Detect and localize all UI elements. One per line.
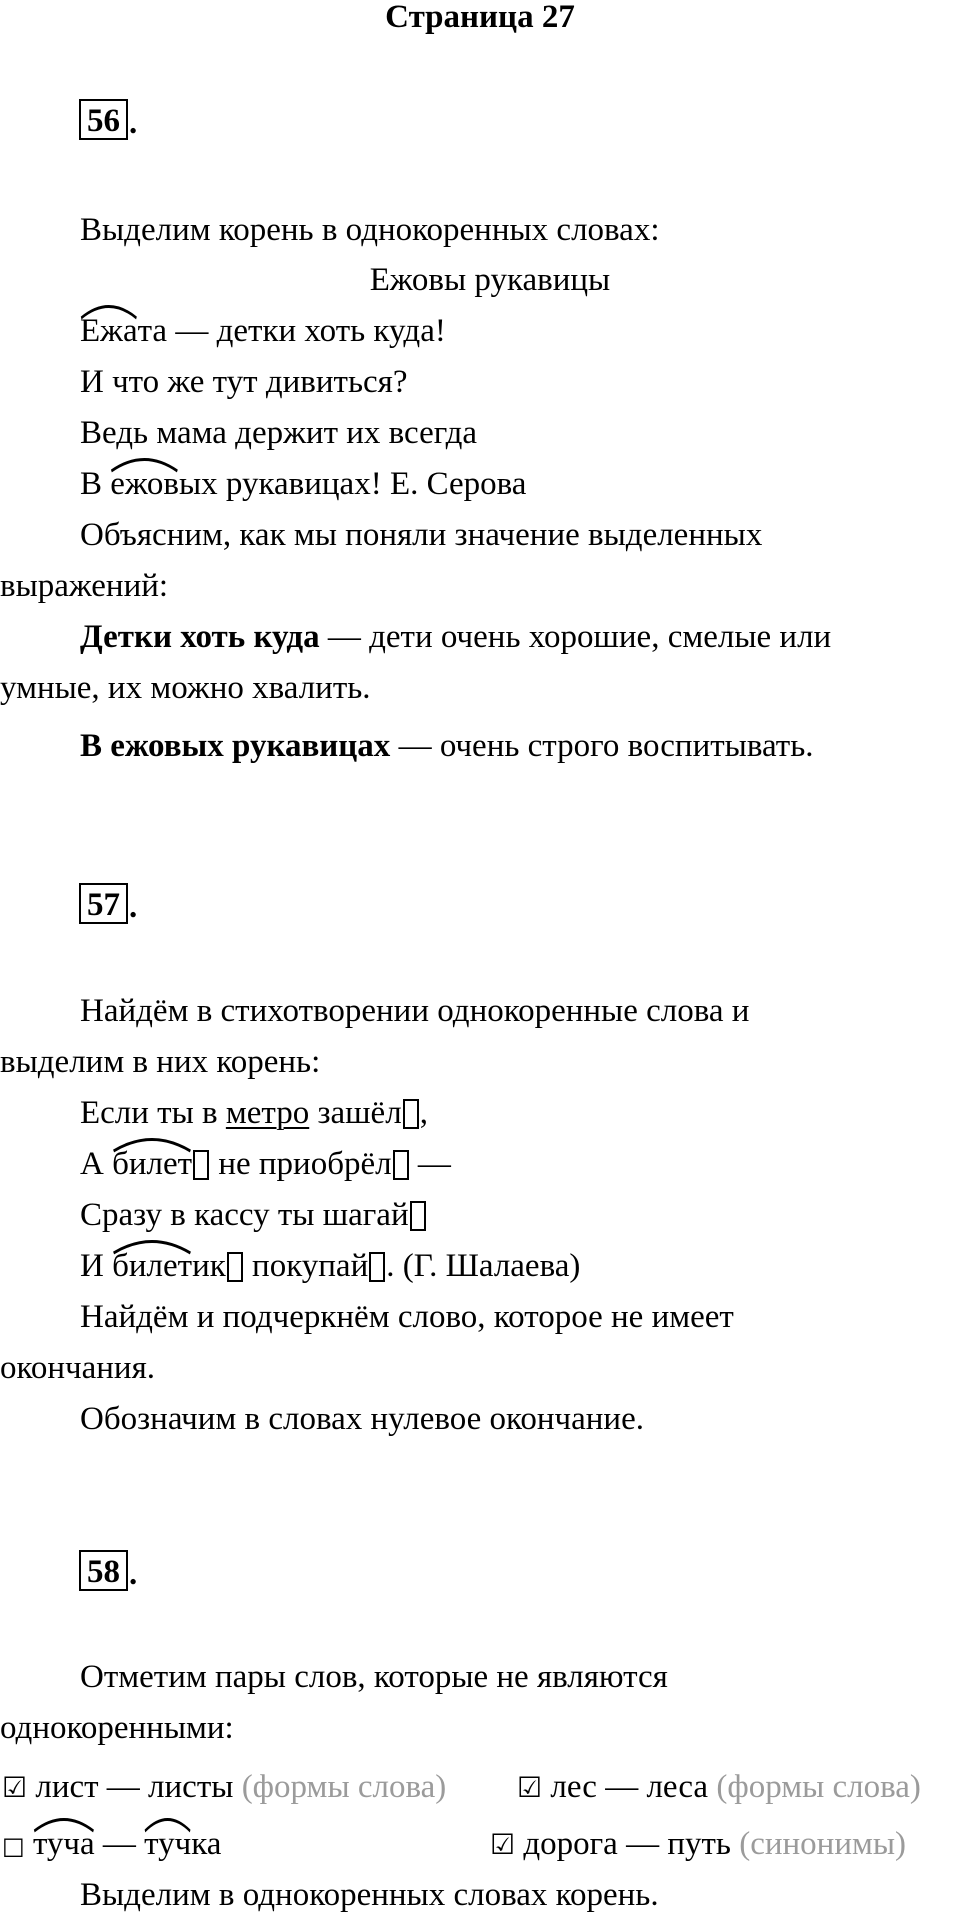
- poem-line-1: Ежата — детки хоть куда!: [80, 313, 446, 349]
- task-number-box: 58: [79, 1550, 128, 1591]
- root-arc-icon: [80, 303, 138, 319]
- root-marked-word: ежов: [110, 466, 179, 502]
- zero-ending-box: [393, 1150, 409, 1180]
- task-56-number: 56 .: [79, 100, 137, 140]
- poem-line-3: Ведь мама держит их всегда: [80, 415, 478, 451]
- root-arc-icon: [110, 456, 179, 472]
- explain-line-1: Объясним, как мы поняли значение выделенных: [80, 517, 763, 553]
- verse-line-2: А билет не приобрёл —: [80, 1146, 451, 1182]
- zero-ending-box: [227, 1252, 243, 1282]
- pair-note: (формы слова): [241, 1769, 447, 1805]
- word-pair-3: □ туча — тучка: [2, 1826, 221, 1864]
- poem-line-2: И что же тут дивиться?: [80, 364, 408, 400]
- pair-note: (синонимы): [739, 1826, 907, 1862]
- verse-line-1: Если ты в метро зашёл ,: [80, 1095, 428, 1131]
- definition-term: Детки хоть куда: [80, 619, 320, 655]
- task-58-intro-2: однокоренными:: [0, 1710, 234, 1746]
- empty-box-icon: □: [2, 1832, 25, 1860]
- checked-box-icon: ☑: [517, 1771, 543, 1804]
- zero-ending-box: [193, 1150, 209, 1180]
- task-57-intro-2: выделим в них корень:: [0, 1044, 321, 1080]
- task-58-intro-1: Отметим пары слов, которые не являются: [80, 1659, 668, 1695]
- pair-note: (формы слова): [716, 1769, 921, 1805]
- task-56-intro: Выделим корень в однокоренных словах:: [80, 212, 660, 248]
- word-pair-4: ☑ дорога — путь (синонимы): [490, 1826, 907, 1862]
- root-marked-word: туч: [144, 1826, 191, 1862]
- verse-line-3: Сразу в кассу ты шагай: [80, 1197, 427, 1233]
- root-marked-word: Ежа: [80, 313, 138, 349]
- task-57-intro-1: Найдём в стихотворении однокоренные слова и: [80, 993, 750, 1029]
- mark-line: Обозначим в словах нулевое окончание.: [80, 1401, 644, 1437]
- page-title: Страница 27: [385, 0, 575, 35]
- root-arc-icon: [112, 1238, 192, 1254]
- word-pair-1: ☑ лист — листы (формы слова): [2, 1769, 447, 1805]
- definition-term: В ежовых рукавицах: [80, 728, 391, 764]
- task-58-number: 58 .: [79, 1551, 137, 1591]
- explain-line-2: выражений:: [0, 568, 169, 604]
- root-marked-word: билет: [112, 1146, 192, 1182]
- task-number-box: 56: [79, 99, 128, 140]
- find-line-1: Найдём и подчеркнём слово, которое не имеет: [80, 1299, 734, 1335]
- zero-ending-box: [410, 1201, 426, 1231]
- final-line: Выделим в однокоренных словах корень.: [80, 1877, 659, 1913]
- find-line-2: окончания.: [0, 1350, 156, 1386]
- verse-line-4: И билетик покупай . (Г. Шалаева): [80, 1248, 580, 1284]
- checked-box-icon: ☑: [2, 1771, 28, 1804]
- underlined-word: метро: [225, 1095, 310, 1131]
- definition-1-cont: умные, их можно хвалить.: [0, 670, 371, 706]
- zero-ending-box: [403, 1099, 419, 1129]
- word-pair-2: ☑ лес — леса (формы слова): [517, 1769, 921, 1805]
- zero-ending-box: [369, 1252, 385, 1282]
- task-number-box: 57: [79, 883, 128, 924]
- poem-line-4: В ежовых рукавицах! Е. Серова: [80, 466, 526, 502]
- definition-2: В ежовых рукавицах — очень строго воспитывать.: [80, 728, 814, 764]
- root-arc-icon: [144, 1816, 191, 1832]
- root-arc-icon: [112, 1136, 192, 1152]
- poem-title: Ежовы рукавицы: [369, 262, 611, 298]
- root-arc-icon: [33, 1816, 95, 1832]
- task-57-number: 57 .: [79, 884, 137, 924]
- root-marked-word: туча: [33, 1826, 95, 1862]
- root-marked-word: билет: [112, 1248, 192, 1284]
- definition-1: Детки хоть куда — дети очень хорошие, смелые или: [80, 619, 832, 655]
- checked-box-icon: ☑: [490, 1828, 516, 1861]
